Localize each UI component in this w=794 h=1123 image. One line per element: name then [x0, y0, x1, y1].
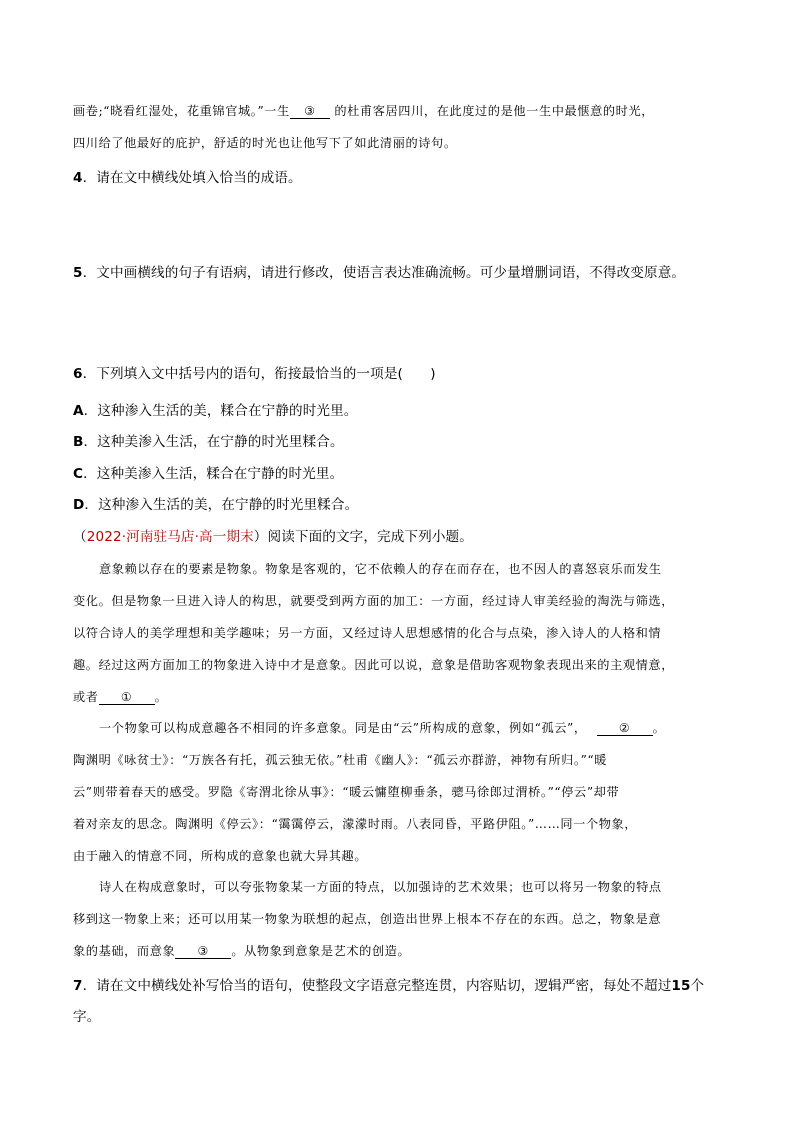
question-text: ．文中画横线的句子有语病，请进行修改，使语言表达准确流畅。可少量增删词语，不得改变原意。 — [82, 265, 686, 281]
answer-blank-3: ③ — [175, 945, 231, 959]
passage1-line-1 — [73, 102, 654, 119]
passage2-p3-line-2: 移到这一物象上来；还可以用某一物象为联想的起点，创造出世界上根本不存在的东西。总之，物象是意 — [73, 912, 662, 926]
passage1-text: 的杜甫客居四川，在此度过的是他一生中最惬意的时光， — [334, 104, 655, 118]
passage2-p1-line-4: 趣。经过这两方面加工的物象进入诗中才是意象。因此可以说，意象是借助客观物象表现出来的主观情意， — [73, 658, 675, 672]
passage1-text: 画卷;“晓看红湿处，花重锦官城。”一生 — [73, 104, 290, 118]
option-c[interactable] — [73, 462, 343, 482]
answer-blank-2: ② — [597, 722, 653, 736]
passage2-p2-line-1 — [99, 719, 665, 736]
passage2-p3-line-1: 诗人在构成意象时，可以夸张物象某一方面的特点，以加强诗的艺术效果；也可以将另一物象的特点 — [99, 880, 662, 894]
passage2-text: 。 — [154, 690, 168, 704]
option-text: ．这种渗入生活的美，糅合在宁静的时光里。 — [83, 403, 358, 419]
passage2-p1-line-2: 变化。但是物象一旦进入诗人的构思，就要受到两方面的加工：一方面，经过诗人审美经验的淘洗与筛选， — [73, 594, 675, 608]
option-letter: B — [73, 434, 84, 450]
passage2-text: 或者 — [73, 690, 99, 704]
question-text: 个 — [690, 978, 705, 994]
option-d[interactable] — [73, 493, 358, 513]
question-number: 7 — [73, 978, 83, 994]
option-a[interactable] — [73, 399, 358, 419]
question-text: ．请在文中横线处补写恰当的语句，使整段文字语意完整连贯，内容贴切，逻辑严密，每处不超过 — [82, 978, 672, 994]
passage2-p2-line-3: 云”则带着春天的感受。罗隐《寄渭北徐从事》：“暖云慵堕柳垂条，骢马徐郎过渭桥。”“停云”却带 — [73, 785, 620, 799]
passage2-text: 象的基础，而意象 — [73, 944, 176, 958]
passage1-line-2: 四川给了他最好的庇护，舒适的时光也让他写下了如此清丽的诗句。 — [73, 136, 457, 150]
question-6 — [73, 362, 436, 382]
passage2-p1-line-5 — [73, 688, 167, 705]
question-number: 5 — [73, 265, 83, 281]
source-line — [73, 525, 473, 545]
option-text: ．这种渗入生活的美，在宁静的时光里糅合。 — [84, 497, 359, 513]
answer-blank-3: ③ — [290, 105, 330, 119]
answer-blank-1: ① — [99, 691, 155, 705]
question-text: ．下列填入文中括号内的语句，衔接最恰当的一项是( ) — [82, 366, 436, 382]
passage2-text: 。 — [652, 721, 666, 735]
option-text: ．这种美渗入生活，糅合在宁静的时光里。 — [83, 466, 344, 482]
option-letter: C — [73, 466, 84, 482]
question-number: 4 — [73, 170, 83, 186]
source-instruction: 阅读下面的文字，完成下列小题。 — [267, 529, 473, 545]
question-5 — [73, 261, 685, 281]
option-b[interactable] — [73, 430, 344, 450]
question-number: 6 — [73, 366, 83, 382]
passage2-text: 。从物象到意象是艺术的创造。 — [231, 944, 411, 958]
source-open: （ — [73, 529, 87, 545]
option-letter: A — [73, 403, 84, 419]
source-label: 2022·河南驻马店·高一期末 — [86, 529, 254, 545]
option-text: ．这种美渗入生活，在宁静的时光里糅合。 — [83, 434, 344, 450]
passage2-p1-line-3: 以符合诗人的美学理想和美学趣味；另一方面，又经过诗人思想感情的化合与点染，渗入诗人的人格和情 — [73, 626, 662, 640]
passage2-text: 一个物象可以构成意趣各不相同的许多意象。同是由“云”所构成的意象，例如“孤云”， — [99, 721, 587, 735]
source-close: ） — [253, 529, 268, 545]
passage2-p3-line-3 — [73, 942, 410, 959]
passage2-p2-line-4: 着对亲友的思念。陶渊明《停云》：“霭霭停云，濛濛时雨。八表同昏，平路伊阻。”……同一个物象， — [73, 817, 638, 831]
option-letter: D — [73, 497, 85, 513]
question-text: ．请在文中横线处填入恰当的成语。 — [82, 170, 302, 186]
word-limit: 15 — [671, 978, 691, 994]
question-7-line-2: 字。 — [73, 1009, 101, 1025]
passage2-p2-line-5: 由于融入的情意不同，所构成的意象也就大异其趣。 — [73, 849, 368, 863]
passage2-p2-line-2: 陶渊明《咏贫士》：“万族各有托，孤云独无依。”杜甫《幽人》：“孤云亦群游，神物有所归。”“暖 — [73, 753, 608, 767]
question-4 — [73, 166, 302, 186]
passage2-p1-line-1: 意象赖以存在的要素是物象。物象是客观的，它不依赖人的存在而存在，也不因人的喜怒哀乐而发生 — [99, 562, 662, 576]
question-7 — [73, 974, 704, 994]
